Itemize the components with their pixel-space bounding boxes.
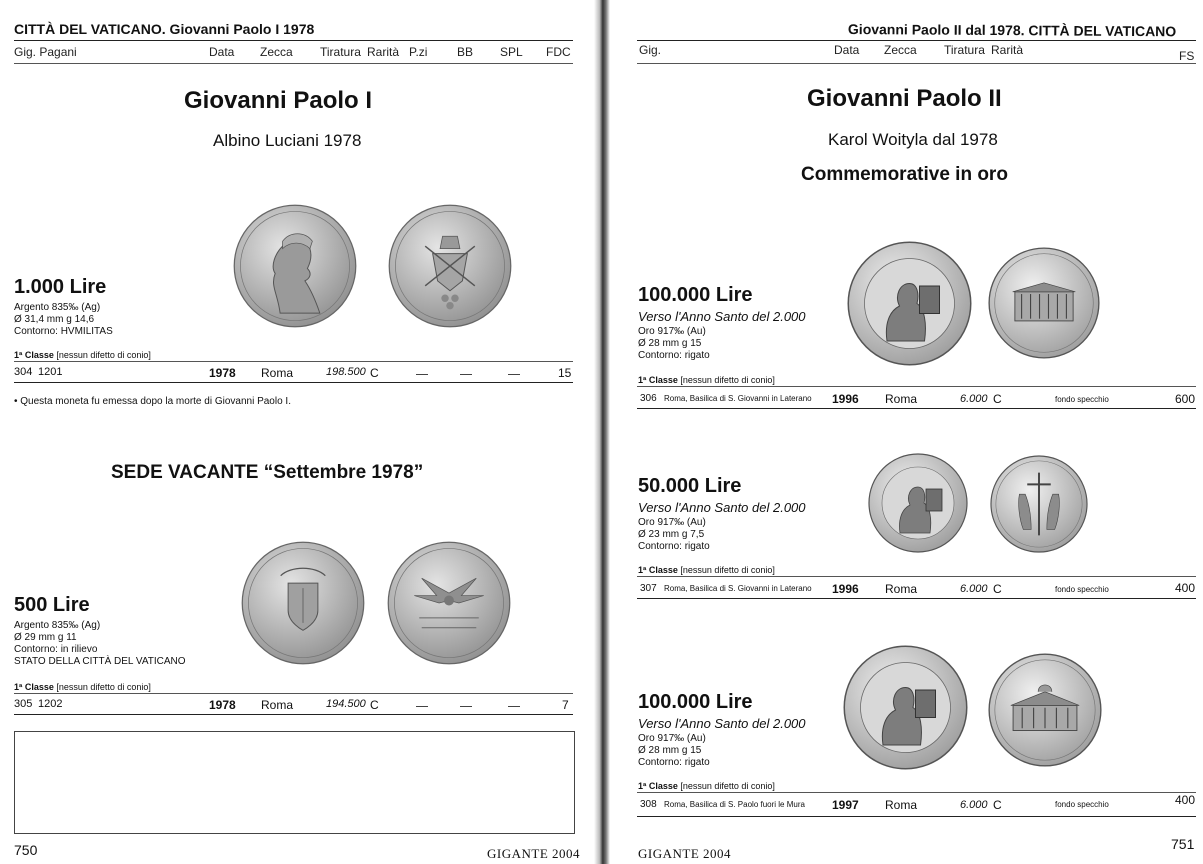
row-rule-bottom-500 xyxy=(14,714,573,715)
row-dash-spl xyxy=(508,374,520,375)
spec-metal: Argento 835‰ (Ag) xyxy=(14,302,101,313)
denomination-308: 100.000 Lire xyxy=(638,691,753,713)
col-gig-pagani: Gig. Pagani xyxy=(14,45,77,59)
row-zecca: Roma xyxy=(885,582,918,596)
row-data: 1996 xyxy=(832,582,859,596)
col-spl: SPL xyxy=(500,45,523,59)
italic-note-307: Verso l'Anno Santo del 2.000 xyxy=(638,500,806,515)
denomination-1000-lire: 1.000 Lire xyxy=(14,276,107,298)
col-rarita: Rarità xyxy=(991,43,1024,57)
book-spine xyxy=(594,0,610,864)
coin-308-obverse xyxy=(843,645,968,770)
row-fs: 400 xyxy=(1175,793,1196,807)
row-rule-bottom-306 xyxy=(637,408,1196,409)
row-rule-bottom-308 xyxy=(637,816,1196,817)
row-desc: Roma, Basilica di S. Giovanni in Laterano xyxy=(664,584,812,593)
col-rarita: Rarità xyxy=(367,45,400,59)
section-title-gp1: Giovanni Paolo I xyxy=(184,87,373,114)
row-dash-spl xyxy=(508,706,520,707)
section-subtitle-gp2: Karol Woityla dal 1978 xyxy=(828,130,998,149)
row-note: fondo specchio xyxy=(1055,585,1109,594)
row-tiratura: 6.000 xyxy=(960,799,988,811)
spec-size: Ø 29 mm g 11 xyxy=(14,632,77,643)
row-rule-bottom-307 xyxy=(637,598,1196,599)
coin-1000-lire-obverse xyxy=(233,204,357,328)
row-tiratura: 194.500 xyxy=(326,698,366,710)
section-subtitle-gp1: Albino Luciani 1978 xyxy=(213,131,362,150)
spec-metal: Oro 917‰ (Au) xyxy=(638,326,706,337)
row-data: 1997 xyxy=(832,798,859,812)
row-fdc: 7 xyxy=(562,698,569,712)
spec-metal: Oro 917‰ (Au) xyxy=(638,517,706,528)
left-page-number: 750 xyxy=(14,842,38,858)
spec-size: Ø 28 mm g 15 xyxy=(638,745,702,756)
row-rarita: C xyxy=(370,366,379,380)
row-gig: 308 xyxy=(640,799,657,810)
notes-box xyxy=(14,731,575,834)
row-pagani: 1202 xyxy=(38,698,63,710)
spec-metal: Argento 835‰ (Ag) xyxy=(14,620,101,631)
classe-label-500: 1ª Classe [nessun difetto di conio] xyxy=(14,682,151,692)
col-pzi: P.zi xyxy=(409,45,428,59)
row-rarita: C xyxy=(993,392,1002,406)
italic-note-306: Verso l'Anno Santo del 2.000 xyxy=(638,309,806,324)
classe-label-307: 1ª Classe [nessun difetto di conio] xyxy=(638,565,775,575)
italic-note-308: Verso l'Anno Santo del 2.000 xyxy=(638,716,806,731)
row-rule-top-308 xyxy=(637,792,1196,793)
spec-legend: STATO DELLA CITTÀ DEL VATICANO xyxy=(14,656,186,667)
right-columns-rule xyxy=(637,63,1196,64)
col-fs: FS xyxy=(1179,49,1195,63)
row-fs: 400 xyxy=(1175,581,1196,595)
row-tiratura: 6.000 xyxy=(960,583,988,595)
coin-307-obverse xyxy=(868,453,968,553)
row-note: fondo specchio xyxy=(1055,395,1109,404)
coin-1000-lire-reverse xyxy=(388,204,512,328)
left-header-rule xyxy=(14,40,573,41)
col-tiratura: Tiratura xyxy=(320,45,361,59)
row-tiratura: 6.000 xyxy=(960,393,988,405)
row-rule-top-1000 xyxy=(14,361,573,362)
spec-size: Ø 31,4 mm g 14,6 xyxy=(14,314,95,325)
left-footer-book: GIGANTE 2004 xyxy=(487,846,581,861)
row-rule-top-307 xyxy=(637,576,1196,577)
col-zecca: Zecca xyxy=(260,45,293,59)
row-fs: 600 xyxy=(1175,392,1196,406)
left-columns-rule xyxy=(14,63,573,64)
row-zecca: Roma xyxy=(885,798,918,812)
spec-edge: Contorno: HVMILITAS xyxy=(14,326,113,337)
spec-edge: Contorno: rigato xyxy=(638,541,710,552)
row-data: 1978 xyxy=(209,698,236,712)
coin-500-specs xyxy=(14,620,186,668)
denomination-306: 100.000 Lire xyxy=(638,284,753,306)
row-data: 1996 xyxy=(832,392,859,406)
col-zecca: Zecca xyxy=(884,43,917,57)
denomination-307: 50.000 Lire xyxy=(638,475,742,497)
coin-500-lire-reverse xyxy=(387,541,511,665)
right-header-rule xyxy=(637,40,1196,41)
row-rarita: C xyxy=(993,798,1002,812)
col-data: Data xyxy=(209,45,235,59)
col-bb: BB xyxy=(457,45,474,59)
classe-label-306: 1ª Classe [nessun difetto di conio] xyxy=(638,375,775,385)
col-gig: Gig. xyxy=(639,43,662,57)
row-zecca: Roma xyxy=(261,366,294,380)
row-pagani: 1201 xyxy=(38,366,63,378)
coin-306-specs xyxy=(638,326,710,362)
row-dash-bb xyxy=(460,374,472,375)
col-tiratura: Tiratura xyxy=(944,43,985,57)
coin-308-specs xyxy=(638,733,710,769)
row-dash-pzi xyxy=(416,706,428,707)
row-rule-bottom-1000 xyxy=(14,382,573,383)
spec-edge: Contorno: rigato xyxy=(638,350,710,361)
row-rarita: C xyxy=(370,698,379,712)
spec-metal: Oro 917‰ (Au) xyxy=(638,733,706,744)
row-zecca: Roma xyxy=(261,698,294,712)
coin-306-obverse xyxy=(847,241,972,366)
row-gig: 306 xyxy=(640,393,657,404)
row-dash-pzi xyxy=(416,374,428,375)
row-rarita: C xyxy=(993,582,1002,596)
classe-label-1000: 1ª Classe [nessun difetto di conio] xyxy=(14,350,151,360)
row-desc: Roma, Basilica di S. Giovanni in Laterano xyxy=(664,394,812,403)
coin-306-reverse xyxy=(988,247,1100,359)
right-header-title: Giovanni Paolo II dal 1978. CITTÀ DEL VATICANO xyxy=(847,21,1177,40)
spec-edge: Contorno: rigato xyxy=(638,757,710,768)
left-header-title: CITTÀ DEL VATICANO. Giovanni Paolo I 1978 xyxy=(14,21,315,37)
coin-1000-specs xyxy=(14,302,113,338)
row-zecca: Roma xyxy=(885,392,918,406)
row-fdc: 15 xyxy=(558,366,572,380)
row-dash-bb xyxy=(460,706,472,707)
row-data: 1978 xyxy=(209,366,236,380)
row-rule-top-306 xyxy=(637,386,1196,387)
footnote: • Questa moneta fu emessa dopo la morte di Giovanni Paolo I. xyxy=(14,396,291,407)
coin-307-reverse xyxy=(990,455,1088,553)
section-title-gp2: Giovanni Paolo II xyxy=(807,85,1002,112)
section-title-sede-vacante: SEDE VACANTE “Settembre 1978” xyxy=(111,462,424,483)
row-desc: Roma, Basilica di S. Paolo fuori le Mura xyxy=(664,800,805,809)
right-page-number: 751 xyxy=(1171,836,1195,852)
classe-label-308: 1ª Classe [nessun difetto di conio] xyxy=(638,781,775,791)
row-note: fondo specchio xyxy=(1055,800,1109,809)
col-fdc: FDC xyxy=(546,45,571,59)
row-rule-top-500 xyxy=(14,693,573,694)
spec-edge: Contorno: in rilievo xyxy=(14,644,98,655)
spec-size: Ø 23 mm g 7,5 xyxy=(638,529,705,540)
row-gig: 305 xyxy=(14,698,33,710)
col-data: Data xyxy=(834,43,860,57)
row-gig: 304 xyxy=(14,366,33,378)
coin-307-specs xyxy=(638,517,710,553)
section-commemorative: Commemorative in oro xyxy=(801,164,1008,185)
coin-500-lire-obverse xyxy=(241,541,365,665)
row-tiratura: 198.500 xyxy=(326,366,366,378)
row-gig: 307 xyxy=(640,583,657,594)
right-footer-book: GIGANTE 2004 xyxy=(638,846,732,861)
coin-308-reverse xyxy=(988,653,1102,767)
denomination-500-lire: 500 Lire xyxy=(14,594,90,616)
spec-size: Ø 28 mm g 15 xyxy=(638,338,702,349)
